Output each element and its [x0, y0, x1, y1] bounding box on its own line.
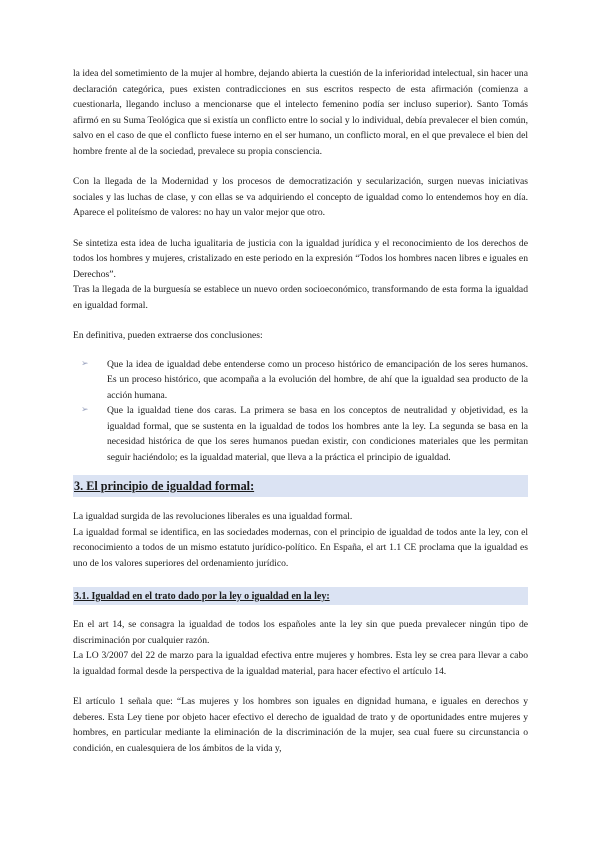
list-item-text: Que la igualdad tiene dos caras. La primera se basa en los conceptos de neutralidad y objetividad, es la igualdad formal, que se sustenta en la igualdad de todos los hombres ante la ley. La segunda se basa en la necesidad histórica de que los seres humanos puedan existir, con condiciones materiales que les permitan seguir haciéndolo; es la igualdad material, que lleva a la práctica el principio de igualdad. [107, 405, 528, 463]
subsection-heading-text: 3.1. Igualdad en el trato dado por la ley o igualdad en la ley: [74, 591, 330, 602]
paragraph-aquinas: la idea del sometimiento de la mujer al hombre, dejando abierta la cuestión de la inferioridad intelectual, sin hacer una declaración categórica, pues existen contradicciones en sus escritos respecto de esta afirmación (comienza a cuestionarla, llegando incluso a mencionarse que el intelecto femenino podía ser incluso superior). Santo Tomás afirmó en su Suma Teológica que si existía un conflicto entre lo social y lo individual, debía prevalecer el bien común, salvo en el caso de que el conflicto fuese interno en el ser humano, un conflicto moral, en el que prevalece el bien del hombre frente al de la sociedad, prevalece su propia consciencia. [73, 68, 528, 157]
paragraph-article-1: El artículo 1 señala que: “Las mujeres y los hombres son iguales en dignidad humana, e iguales en derechos y deberes. Esta Ley tiene por objeto hacer efectivo el derecho de igualdad de trato y de oportunidades entre mujeres y hombres, en particular mediante la eliminación de la discriminación de la mujer, sea cual fuere su circunstancia o condición, en cualesquiera de los ámbitos de la vida y, [73, 696, 528, 754]
list-item [81, 403, 528, 465]
conclusions-list [73, 357, 528, 466]
paragraph-bourgeoisie: Tras la llegada de la burguesía se establece un nuevo orden socioeconómico, transformando de esta forma la igualdad en igualdad formal. [73, 284, 528, 311]
subsection-heading-equality-in-law [73, 587, 528, 605]
list-item-text: Que la idea de igualdad debe entenderse como un proceso histórico de emancipación de los seres humanos. Es un proceso histórico, que acompaña a la evolución del hombre, de ahí que la igualdad sea producto de la acción humana. [107, 358, 528, 401]
list-item [81, 357, 528, 404]
paragraph-lo-3-2007: La LO 3/2007 del 22 de marzo para la igualdad efectiva entre mujeres y hombres. Esta ley se crea para llevar a cabo la igualdad formal desde la perspectiva de la igualdad material, para hacer efectivo el artículo 14. [73, 650, 528, 677]
section-heading-text: 3. El principio de igualdad formal: [74, 479, 255, 493]
document-body [73, 66, 528, 756]
paragraph-art-14: En el art 14, se consagra la igualdad de todos los españoles ante la ley sin que pueda prevalecer ningún tipo de discriminación por cualquier razón. [73, 619, 528, 646]
paragraph-juridical-equality: Se sintetiza esta idea de lucha igualitaria de justicia con la igualdad jurídica y el reconocimiento de los derechos de todos los hombres y mujeres, cristalizado en este periodo en la expresión “Todos los hombres nacen libres e iguales en Derechos”. [73, 237, 528, 280]
arrow-bullet-icon: ➢ [81, 358, 89, 369]
paragraph-modernity: Con la llegada de la Modernidad y los procesos de democratización y secularización, surgen nuevas iniciativas sociales y las luchas de clase, y con ellas se va adquiriendo el concepto de igualdad como lo entendemos hoy en día. Aparece el politeísmo de valores: no hay un valor mejor que otro. [73, 176, 528, 218]
arrow-bullet-icon: ➢ [81, 405, 89, 415]
paragraph-formal-equality: La igualdad formal se identifica, en las sociedades modernas, con el principio de igualdad de todos ante la ley, con el reconocimiento a todos de un mismo estatuto jurídico-político. En España, el art 1.1 CE proclama que la igualdad es uno de los valores superiores del ordenamiento jurídico. [73, 526, 528, 569]
paragraph-conclusions-intro: En definitiva, pueden extraerse dos conclusiones: [73, 330, 263, 341]
paragraph-liberal-revolutions: La igualdad surgida de las revoluciones liberales es una igualdad formal. [73, 511, 353, 522]
section-heading-formal-equality [73, 475, 528, 497]
